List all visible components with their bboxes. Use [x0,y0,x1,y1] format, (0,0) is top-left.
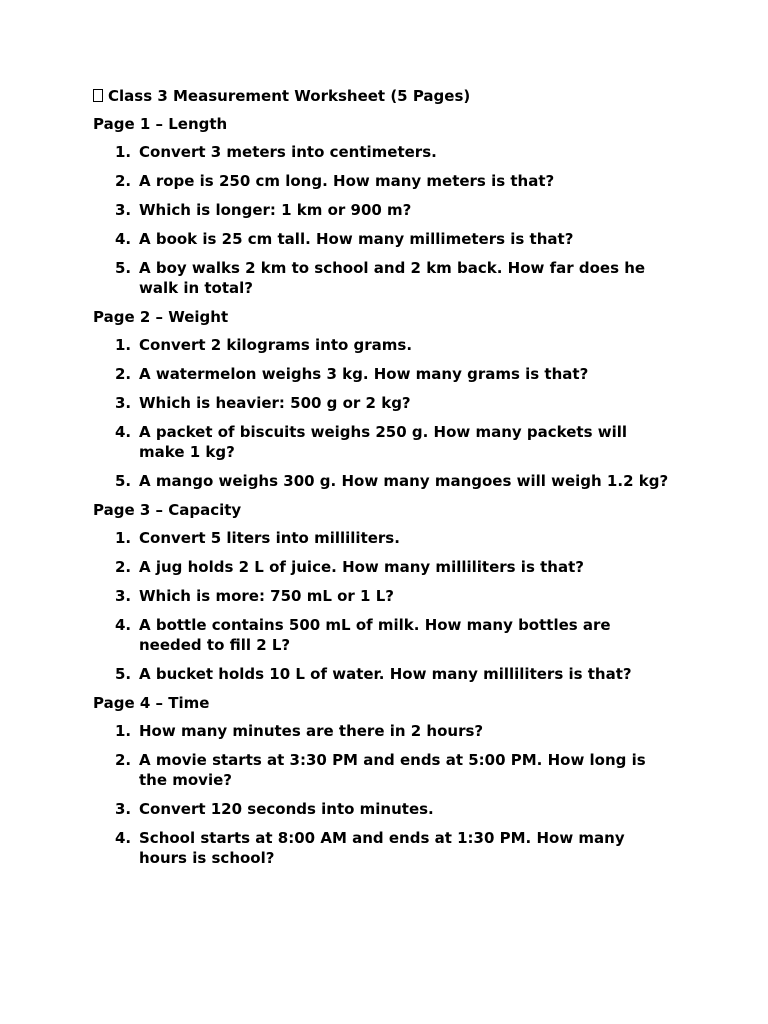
question-number: 3. [115,394,132,412]
question-text: How many minutes are there in 2 hours? [139,722,484,740]
question-item [0,528,669,548]
question-item [0,229,669,249]
worksheet-page [0,86,768,877]
section-heading: Page 3 – Capacity [93,501,242,519]
question-item [0,393,669,413]
question-item [0,750,669,790]
question-text: A watermelon weighs 3 kg. How many grams is that? [139,365,589,383]
question-number: 4. [115,616,132,634]
worksheet-title-line [93,86,768,106]
question-text: A mango weighs 300 g. How many mangoes will weigh 1.2 kg? [139,472,669,490]
question-text: Convert 5 liters into milliliters. [139,529,400,547]
question-item [0,664,669,684]
question-item [0,364,669,384]
question-number: 1. [115,336,132,354]
worksheet-section [0,114,768,298]
question-number: 3. [115,201,132,219]
section-heading: Page 4 – Time [93,694,210,712]
question-text: Which is longer: 1 km or 900 m? [139,201,412,219]
question-number: 1. [115,529,132,547]
question-text: Convert 2 kilograms into grams. [139,336,413,354]
question-number: 5. [115,472,132,490]
question-number: 5. [115,665,132,683]
question-text: A movie starts at 3:30 PM and ends at 5:00 PM. How long is the movie? [139,751,646,789]
section-heading: Page 2 – Weight [93,308,229,326]
question-text: A boy walks 2 km to school and 2 km back. How far does he walk in total? [139,259,646,297]
worksheet-section [0,500,768,684]
question-number: 2. [115,365,132,383]
question-number: 2. [115,172,132,190]
question-number: 4. [115,230,132,248]
worksheet-title: Class 3 Measurement Worksheet (5 Pages) [108,87,471,105]
question-number: 1. [115,143,132,161]
question-text: Convert 3 meters into centimeters. [139,143,437,161]
question-number: 3. [115,587,132,605]
question-text: A rope is 250 cm long. How many meters is that? [139,172,555,190]
worksheet-section [0,693,768,868]
question-text: A book is 25 cm tall. How many millimeters is that? [139,230,574,248]
question-number: 4. [115,829,132,847]
question-item [0,171,669,191]
question-item [0,335,669,355]
question-list [0,528,768,684]
question-list [0,721,768,868]
question-item [0,721,669,741]
question-text: A bucket holds 10 L of water. How many milliliters is that? [139,665,632,683]
question-number: 2. [115,558,132,576]
question-text: Which is more: 750 mL or 1 L? [139,587,394,605]
question-item [0,422,669,462]
question-item [0,142,669,162]
question-item [0,200,669,220]
question-item [0,258,669,298]
question-item [0,557,669,577]
question-list [0,142,768,298]
missing-glyph-icon [93,89,103,102]
question-item [0,471,669,491]
question-number: 4. [115,423,132,441]
question-text: A packet of biscuits weighs 250 g. How many packets will make 1 kg? [139,423,628,461]
worksheet-sections [0,114,768,868]
question-number: 3. [115,800,132,818]
question-item [0,828,669,868]
question-text: A bottle contains 500 mL of milk. How many bottles are needed to fill 2 L? [139,616,611,654]
worksheet-section [0,307,768,491]
question-item [0,799,669,819]
question-text: A jug holds 2 L of juice. How many milliliters is that? [139,558,584,576]
question-text: School starts at 8:00 AM and ends at 1:30 PM. How many hours is school? [139,829,625,867]
section-heading: Page 1 – Length [93,115,228,133]
question-text: Which is heavier: 500 g or 2 kg? [139,394,411,412]
question-number: 5. [115,259,132,277]
question-text: Convert 120 seconds into minutes. [139,800,434,818]
question-number: 1. [115,722,132,740]
question-item [0,615,669,655]
question-list [0,335,768,491]
question-number: 2. [115,751,132,769]
question-item [0,586,669,606]
